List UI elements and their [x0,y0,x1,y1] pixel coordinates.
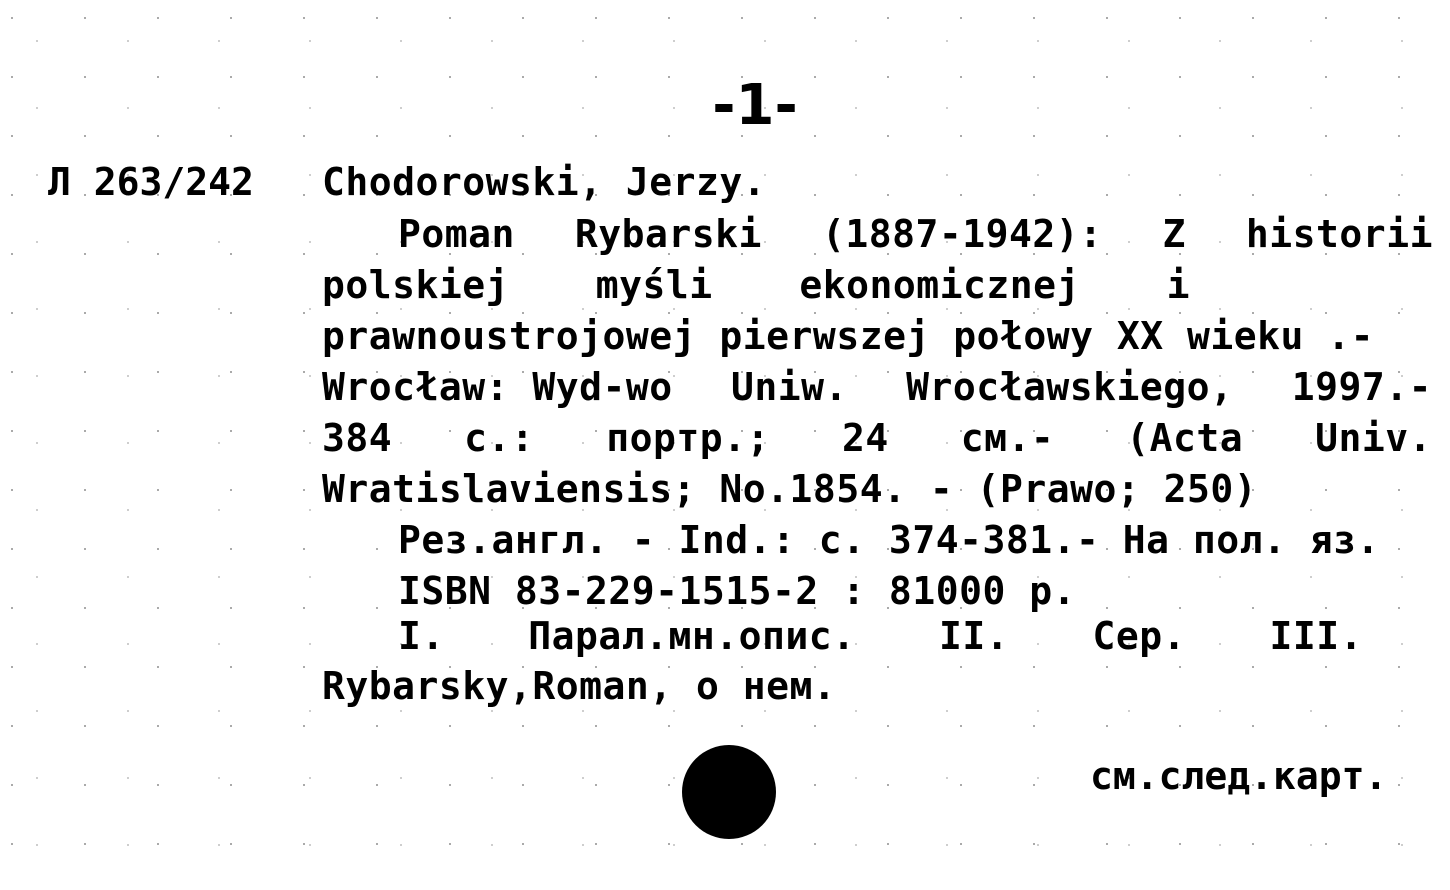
title-text: prawnoustrojowej pierwszej połowy XX wieku .- [322,314,1375,358]
note-line [398,514,1380,566]
tracing-word: III. [1269,614,1363,658]
title-word: Wrocławskiego, [906,365,1234,409]
tracing-text: Rybarsky,Roman, о нем. [322,664,837,708]
tracing-word: II. [938,614,1010,658]
title-word: 384 [322,416,393,460]
title-line [322,259,1190,311]
page-number [670,62,840,152]
punch-hole [682,745,776,839]
title-line [322,361,1432,413]
tracing-word: I. [398,614,445,658]
title-word: портр.; [606,416,770,460]
title-line [322,412,1432,464]
continuation-note: см.след.карт. [1090,754,1388,798]
note-text: ISBN 83-229-1515-2 : 81000 р. [398,569,1076,613]
tracing-word: Сер. [1092,614,1187,658]
author-heading: Chodorowski, Jerzy. [322,160,767,204]
title-line [322,310,1374,362]
tracing-line [398,610,1363,662]
title-line [322,463,1257,515]
title-word: с.: [464,416,535,460]
title-word: myśli [595,263,713,307]
title-word: Univ. [1315,416,1432,460]
title-word: historii [1245,212,1433,256]
tracing-word: Парал.мн.опис. [528,614,856,658]
title-word: polskiej [322,263,510,307]
title-word: Uniw. [730,365,848,409]
note-text: Рез.англ. - Ind.: с. 374-381.- На пол. яз. [398,518,1380,562]
page-number-text: -1- [712,73,798,138]
tracing-line [322,660,836,712]
shelfmark: Л 263/242 [48,160,254,204]
title-word: Z [1162,212,1186,256]
title-word: (Acta [1126,416,1244,460]
title-text: Wratislaviensis; No.1854. - (Prawo; 250) [322,467,1258,511]
title-word: ekonomicznej [799,263,1080,307]
title-word: Poman [398,212,515,256]
title-word: (1887-1942): [821,212,1103,256]
title-line [398,208,1433,260]
title-word: Wrocław: Wyd-wo [322,365,673,409]
title-word: i [1166,263,1190,307]
title-word: см.- [960,416,1055,460]
title-word: 1997.- [1291,365,1432,409]
title-word: Rybarski [574,212,762,256]
title-word: 24 [841,416,889,460]
